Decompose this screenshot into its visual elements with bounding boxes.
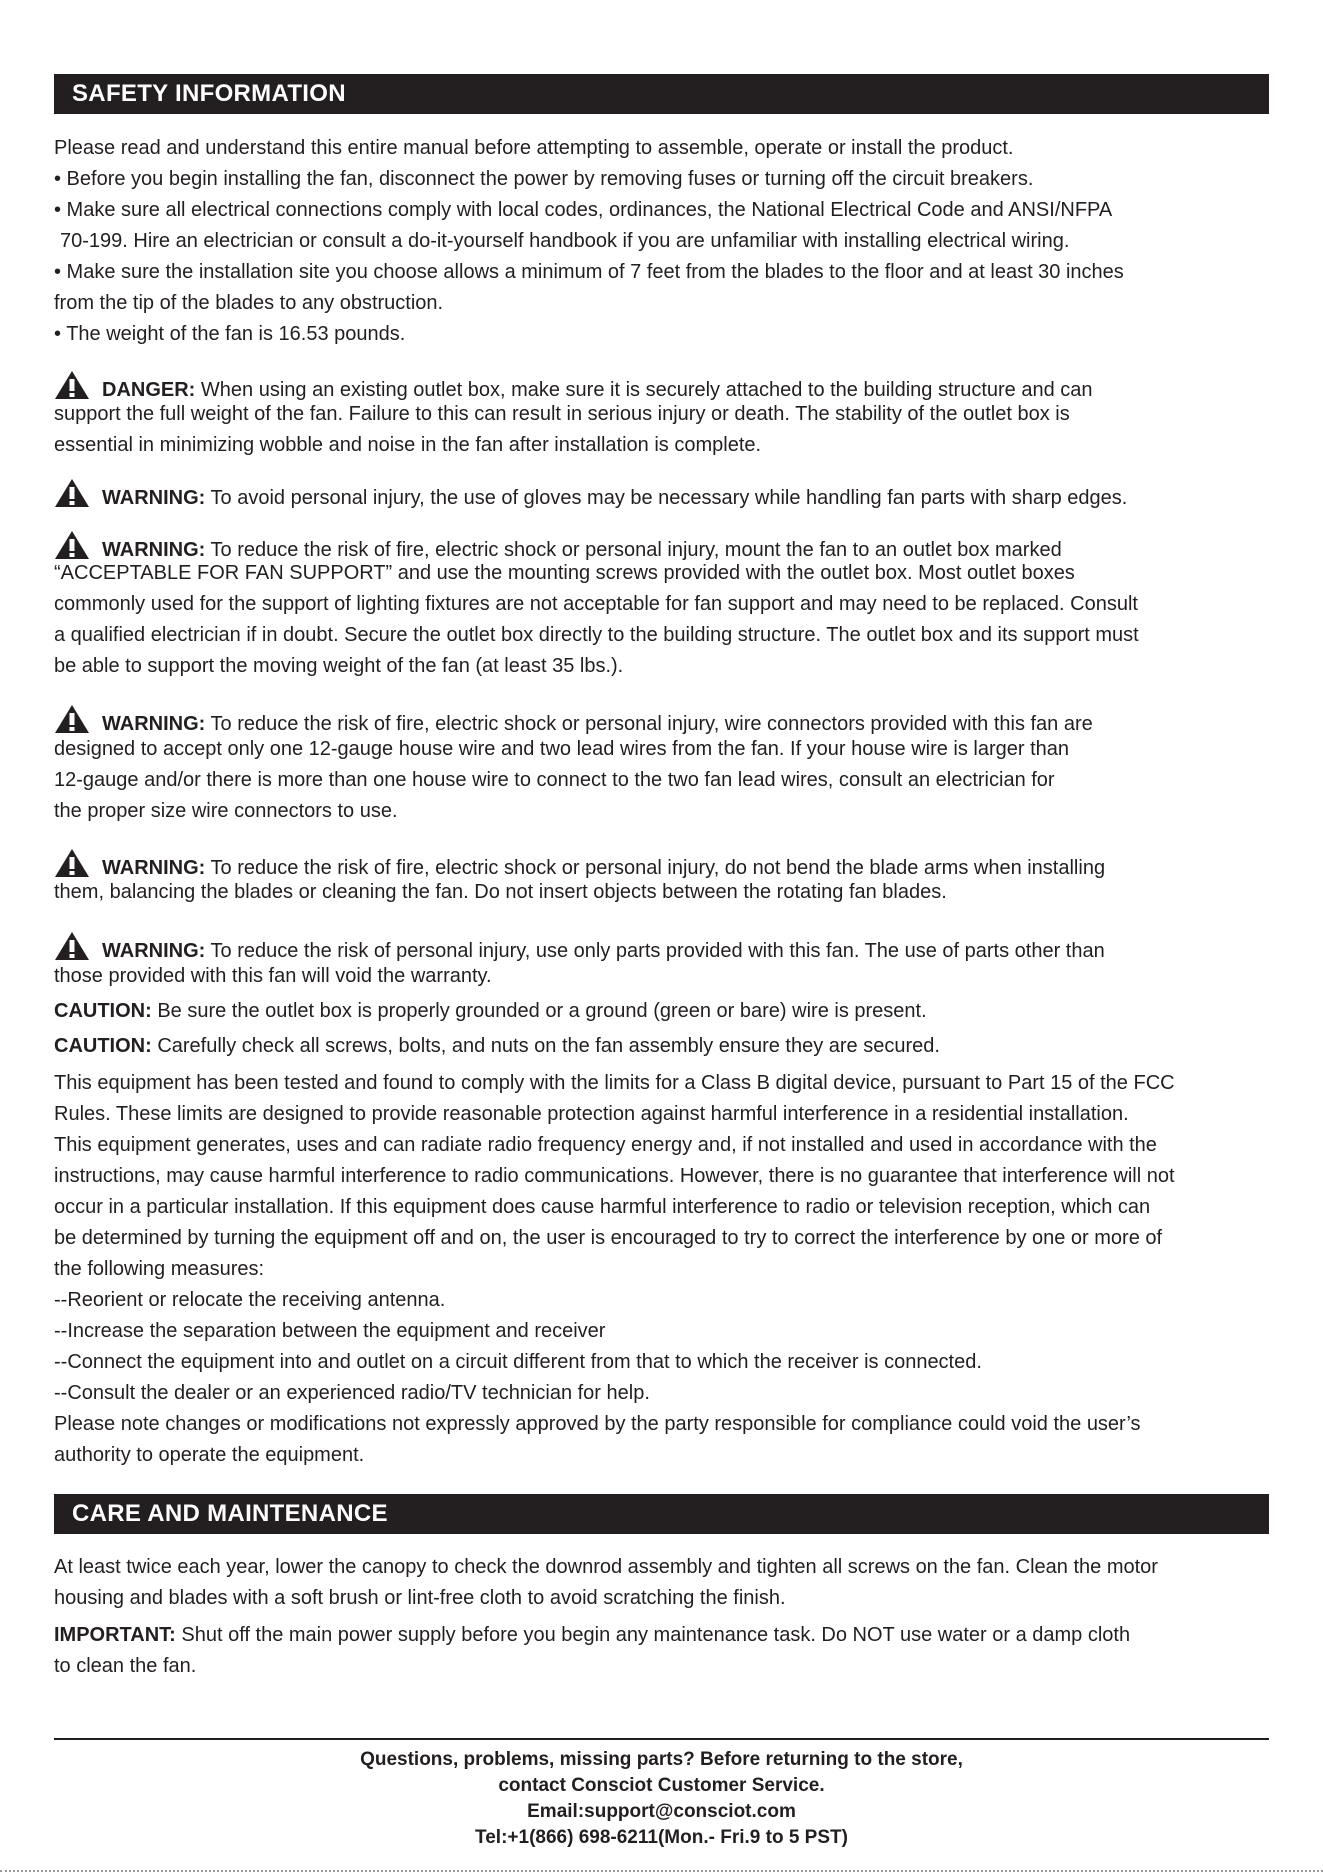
caution-text: Be sure the outlet box is properly grounded or a ground (green or bare) wire is present. xyxy=(151,1000,927,1022)
danger-text-line2: support the full weight of the fan. Failure to this can result in serious injury or death. The stability of the outlet box is xyxy=(54,403,1070,425)
warning-outlet-box-line5: be able to support the moving weight of the fan (at least 35 lbs.). xyxy=(54,655,624,677)
fcc-line: instructions, may cause harmful interference to radio communications. However, there is no guarantee that interference will not xyxy=(54,1165,1175,1187)
warning-triangle-icon xyxy=(54,704,90,734)
fcc-measure: --Consult the dealer or an experienced radio/TV technician for help. xyxy=(54,1382,650,1404)
warning-text: To reduce the risk of fire, electric shock or personal injury, wire connectors provided with this fan are xyxy=(205,713,1093,735)
fcc-measure: --Connect the equipment into and outlet on a circuit different from that to which the receiver is connected. xyxy=(54,1351,982,1373)
warning-label: WARNING: xyxy=(102,940,206,962)
fcc-line: This equipment has been tested and found to comply with the limits for a Class B digital device, pursuant to Part 15 of the FCC xyxy=(54,1072,1175,1094)
care-section-header: CARE AND MAINTENANCE xyxy=(54,1494,1269,1534)
important-text: Shut off the main power supply before you begin any maintenance task. Do NOT use water or a damp cloth xyxy=(175,1624,1131,1646)
warning-label: WARNING: xyxy=(102,857,206,879)
warning-parts-line2: those provided with this fan will void the warranty. xyxy=(54,965,492,987)
footer-email: Email:support@consciot.com xyxy=(527,1801,796,1822)
fcc-measure: --Reorient or relocate the receiving antenna. xyxy=(54,1289,446,1311)
warning-triangle-icon xyxy=(54,478,90,508)
danger-text: When using an existing outlet box, make sure it is securely attached to the building structure and can xyxy=(195,379,1093,401)
warning-blade-arms xyxy=(54,848,1105,880)
bullet-fan-weight: • The weight of the fan is 16.53 pounds. xyxy=(54,323,406,345)
safety-intro: Please read and understand this entire manual before attempting to assemble, operate or install the product. xyxy=(54,137,1014,159)
warning-text: To avoid personal injury, the use of gloves may be necessary while handling fan parts with sharp edges. xyxy=(205,487,1128,509)
warning-label: WARNING: xyxy=(102,713,206,735)
danger-text-line3: essential in minimizing wobble and noise in the fan after installation is complete. xyxy=(54,434,762,456)
warning-outlet-box xyxy=(54,530,1062,562)
warning-text: To reduce the risk of personal injury, use only parts provided with this fan. The use of parts other than xyxy=(205,940,1105,962)
caution-text: Carefully check all screws, bolts, and nuts on the fan assembly ensure they are secured. xyxy=(151,1035,940,1057)
danger-notice xyxy=(54,370,1093,402)
caution-label: CAUTION: xyxy=(54,1035,152,1057)
warning-outlet-box-line2: “ACCEPTABLE FOR FAN SUPPORT” and use the mounting screws provided with the outlet box. Most outlet boxes xyxy=(54,562,1075,584)
footer-contact: contact Consciot Customer Service. xyxy=(498,1775,825,1796)
warning-label: WARNING: xyxy=(102,487,206,509)
caution-label: CAUTION: xyxy=(54,1000,152,1022)
fcc-line: This equipment generates, uses and can radiate radio frequency energy and, if not installed and used in accordance with the xyxy=(54,1134,1157,1156)
fcc-line: the following measures: xyxy=(54,1258,265,1280)
warning-wire-connectors-line3: 12-gauge and/or there is more than one house wire to connect to the two fan lead wires, consult an electrician for xyxy=(54,769,1055,791)
warning-wire-connectors-line2: designed to accept only one 12-gauge house wire and two lead wires from the fan. If your house wire is larger than xyxy=(54,738,1070,760)
warning-parts xyxy=(54,931,1105,963)
important-notice xyxy=(54,1623,1130,1647)
footer-divider xyxy=(54,1738,1269,1740)
warning-text: To reduce the risk of fire, electric shock or personal injury, do not bend the blade arms when installing xyxy=(205,857,1106,879)
warning-outlet-box-line3: commonly used for the support of lighting fixtures are not acceptable for fan support and may need to be replaced. Consult xyxy=(54,593,1138,615)
bullet-installation-site-cont: from the tip of the blades to any obstruction. xyxy=(54,292,444,314)
warning-outlet-box-line4: a qualified electrician if in doubt. Secure the outlet box directly to the building structure. The outlet box and its support must xyxy=(54,624,1139,646)
warning-text: To reduce the risk of fire, electric shock or personal injury, mount the fan to an outlet box marked xyxy=(205,539,1062,561)
fcc-measure: --Increase the separation between the equipment and receiver xyxy=(54,1320,606,1342)
footer-questions: Questions, problems, missing parts? Before returning to the store, xyxy=(360,1749,963,1770)
footer-phone: Tel:+1(866) 698-6211(Mon.- Fri.9 to 5 PST) xyxy=(475,1827,848,1848)
warning-gloves xyxy=(54,478,1127,510)
care-paragraph: At least twice each year, lower the canopy to check the downrod assembly and tighten all screws on the fan. Clean the motor xyxy=(54,1556,1158,1578)
warning-triangle-icon xyxy=(54,370,90,400)
caution-screws xyxy=(54,1034,940,1058)
important-label: IMPORTANT: xyxy=(54,1624,176,1646)
warning-wire-connectors-line4: the proper size wire connectors to use. xyxy=(54,800,398,822)
danger-label: DANGER: xyxy=(102,379,196,401)
fcc-note: Please note changes or modifications not expressly approved by the party responsible for compliance could void the user’s xyxy=(54,1413,1141,1435)
care-paragraph-line2: housing and blades with a soft brush or lint-free cloth to avoid scratching the finish. xyxy=(54,1587,786,1609)
bullet-installation-site: • Make sure the installation site you choose allows a minimum of 7 feet from the blades to the floor and at least 30 inches xyxy=(54,261,1124,283)
bullet-electrical-codes-cont: 70-199. Hire an electrician or consult a do-it-yourself handbook if you are unfamiliar with installing electrical wiring. xyxy=(60,230,1070,252)
warning-triangle-icon xyxy=(54,931,90,961)
bullet-disconnect-power: • Before you begin installing the fan, disconnect the power by removing fuses or turning off the circuit breakers. xyxy=(54,168,1034,190)
fcc-line: be determined by turning the equipment off and on, the user is encouraged to try to correct the interference by one or more of xyxy=(54,1227,1163,1249)
warning-triangle-icon xyxy=(54,848,90,878)
fcc-line: occur in a particular installation. If this equipment does cause harmful interference to radio or television reception, which can xyxy=(54,1196,1151,1218)
caution-grounding xyxy=(54,999,927,1023)
warning-wire-connectors xyxy=(54,704,1093,736)
safety-section-header: SAFETY INFORMATION xyxy=(54,74,1269,114)
warning-triangle-icon xyxy=(54,530,90,560)
warning-blade-arms-line2: them, balancing the blades or cleaning the fan. Do not insert objects between the rotating fan blades. xyxy=(54,881,947,903)
important-notice-line2: to clean the fan. xyxy=(54,1655,197,1677)
bullet-electrical-codes: • Make sure all electrical connections comply with local codes, ordinances, the National Electrical Code and ANSI/NFPA xyxy=(54,199,1113,221)
warning-label: WARNING: xyxy=(102,539,206,561)
fcc-line: Rules. These limits are designed to provide reasonable protection against harmful interference in a residential installation. xyxy=(54,1103,1129,1125)
fcc-note: authority to operate the equipment. xyxy=(54,1444,365,1466)
